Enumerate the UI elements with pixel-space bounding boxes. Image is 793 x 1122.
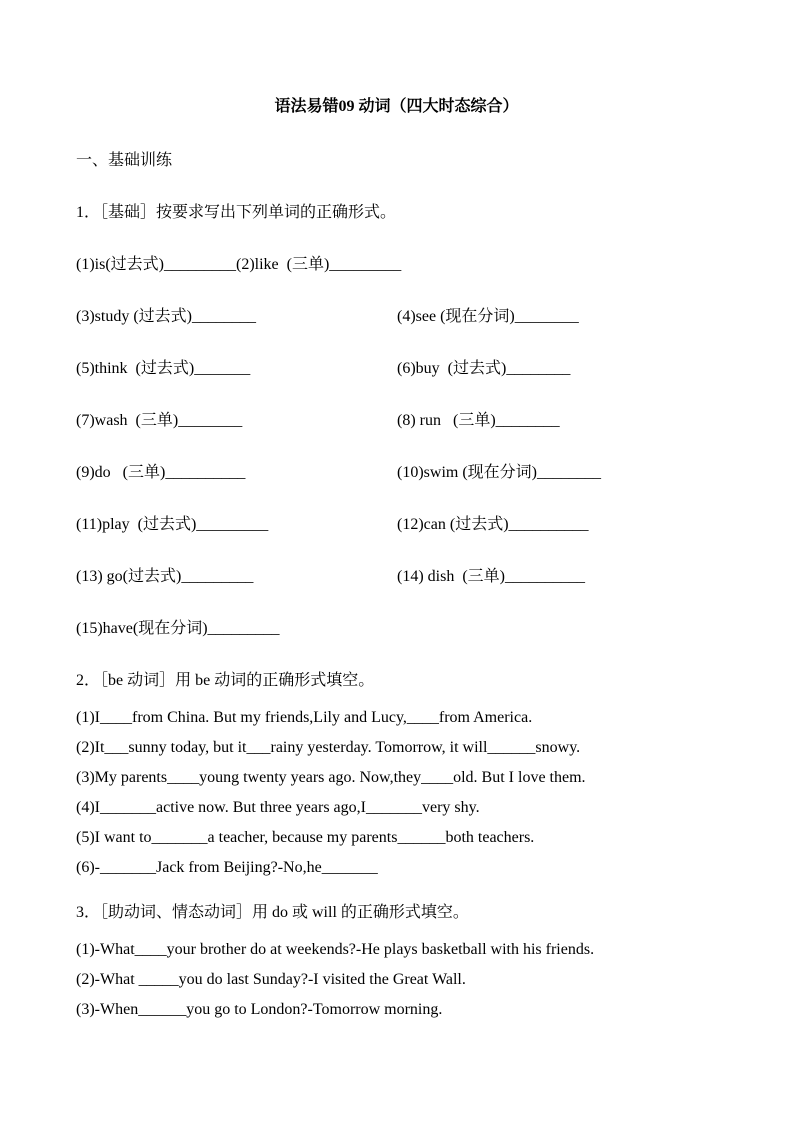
q1-item-10: (10)swim (现在分词)________ bbox=[397, 464, 601, 481]
q3-item: (3)-When______you go to London?-Tomorrow morning. bbox=[76, 1001, 443, 1018]
q1-item-3: (3)study (过去式)________ bbox=[76, 308, 256, 325]
q2-item: (5)I want to_______a teacher, because my parents______both teachers. bbox=[76, 829, 535, 846]
q2-item: (4)I_______active now. But three years ago,I_______very shy. bbox=[76, 799, 480, 816]
q1-item-9: (9)do (三单)__________ bbox=[76, 464, 246, 481]
section-heading: 一、基础训练 bbox=[76, 152, 173, 169]
question-2-heading: 2．［be 动词］用 be 动词的正确形式填空。 bbox=[76, 672, 375, 689]
q2-item: (6)-_______Jack from Beijing?-No,he_______ bbox=[76, 859, 378, 876]
q1-item-15: (15)have(现在分词)_________ bbox=[76, 620, 280, 637]
q1-item-5: (5)think (过去式)_______ bbox=[76, 360, 251, 377]
q1-row-1: (1)is(过去式)_________(2)like (三单)_________ bbox=[76, 256, 402, 273]
q1-item-7: (7)wash (三单)________ bbox=[76, 412, 243, 429]
q1-item-8: (8) run (三单)________ bbox=[397, 412, 560, 429]
q1-item-13: (13) go(过去式)_________ bbox=[76, 568, 254, 585]
q1-item-6: (6)buy (过去式)________ bbox=[397, 360, 571, 377]
q1-item-4: (4)see (现在分词)________ bbox=[397, 308, 579, 325]
q1-item-14: (14) dish (三单)__________ bbox=[397, 568, 585, 585]
q3-item: (1)-What____your brother do at weekends?-He plays basketball with his friends. bbox=[76, 941, 595, 958]
q2-item: (2)It___sunny today, but it___rainy yesterday. Tomorrow, it will______snowy. bbox=[76, 739, 581, 756]
page-title: 语法易错09 动词（四大时态综合） bbox=[274, 98, 519, 115]
q1-item-12: (12)can (过去式)__________ bbox=[397, 516, 589, 533]
q1-item-11: (11)play (过去式)_________ bbox=[76, 516, 269, 533]
q3-item: (2)-What _____you do last Sunday?-I visited the Great Wall. bbox=[76, 971, 466, 988]
question-3-heading: 3．［助动词、情态动词］用 do 或 will 的正确形式填空。 bbox=[76, 904, 469, 921]
question-1-heading: 1．［基础］按要求写出下列单词的正确形式。 bbox=[76, 204, 397, 221]
q2-item: (1)I____from China. But my friends,Lily and Lucy,____from America. bbox=[76, 709, 533, 726]
q2-item: (3)My parents____young twenty years ago. Now,they____old. But I love them. bbox=[76, 769, 586, 786]
